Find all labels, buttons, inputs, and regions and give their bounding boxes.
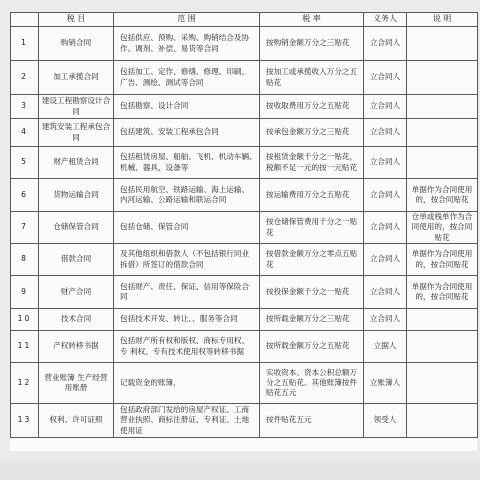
- note-cell: [407, 363, 478, 404]
- scope-cell-line: 及其他组织和借款人（不包括银行同业: [120, 249, 250, 259]
- scope-cell-line: 包括财产所有权和版权、商标专用权、: [120, 336, 250, 346]
- table-row: [11, 119, 478, 147]
- rate-cell-line: 按收取费用万分之五贴花: [266, 101, 350, 111]
- rate-cell-line: 分之五贴花。其他账簿按件: [266, 377, 358, 387]
- header-number: [11, 13, 39, 27]
- row-number: 8: [11, 244, 39, 276]
- scope-cell-line: 包括政府部门发给的房屋产权证、工商: [120, 405, 250, 415]
- scope-cell-line: 专 利权、专有技术使用权等转移书据: [120, 346, 244, 356]
- note-cell: [407, 119, 478, 147]
- rate-cell-line: 按加工或承揽收入万分之五: [266, 67, 358, 77]
- table-row: [11, 309, 478, 331]
- tax-item-cell: 货物运输合同: [39, 179, 114, 212]
- note-cell: 单据作为合同使用的，按合同贴花: [407, 244, 478, 276]
- row-number: 5: [11, 147, 39, 179]
- table-row: [11, 95, 478, 119]
- scope-cell: [114, 212, 260, 244]
- note-cell: [407, 61, 478, 95]
- rate-cell: [260, 61, 364, 95]
- rate-cell-line: 实收资本、资本公积总额万: [266, 367, 358, 377]
- rate-cell: [260, 404, 364, 438]
- scope-cell-line: 机械、器具、设备等: [120, 162, 189, 172]
- note-cell: [407, 95, 478, 119]
- tax-item-cell: 产权转移书据: [39, 331, 114, 363]
- scope-cell: [114, 27, 260, 61]
- table-header-row: [11, 13, 478, 27]
- note-cell: [407, 331, 478, 363]
- payer-cell: 立合同人: [364, 119, 407, 147]
- row-number: 2: [11, 61, 39, 95]
- rate-cell-line: 按投保金额千分之一贴花: [266, 286, 350, 296]
- scope-cell-line: 包括财产、责任、保证、信用等保险合: [120, 281, 250, 291]
- payer-cell: 立合同人: [364, 179, 407, 212]
- scope-cell-line: 作、调剂、补偿、易货等合同: [120, 43, 219, 53]
- rate-cell-line: 花: [266, 259, 274, 269]
- scope-cell-line: 同: [120, 292, 128, 301]
- rate-cell: [260, 179, 364, 212]
- note-cell: [407, 147, 478, 179]
- payer-cell: 立合同人: [364, 212, 407, 244]
- payer-cell: 立账簿人: [364, 363, 407, 404]
- scope-cell-line: 包括民用航空、铁路运输、海上运输、: [120, 184, 250, 194]
- scope-cell: [114, 179, 260, 212]
- document-page: [10, 12, 477, 451]
- table-row: [11, 331, 478, 363]
- rate-cell: [260, 276, 364, 309]
- row-number: 3: [11, 95, 39, 119]
- tax-item-cell: 建筑安装工程承包合同: [39, 119, 114, 147]
- payer-cell: 立合同人: [364, 27, 407, 61]
- table-row: [11, 212, 478, 244]
- scope-cell-line: 包括租赁房屋、船舶、飞机、机动车辆、: [120, 152, 257, 162]
- rate-cell: [260, 95, 364, 119]
- table-row: [11, 147, 478, 179]
- scope-cell: [114, 61, 260, 95]
- header-payer: 义务人: [364, 13, 407, 27]
- row-number: 10: [11, 309, 39, 331]
- header-rate: 税 率: [260, 13, 364, 27]
- rate-cell-line: 按件贴花五元: [266, 415, 312, 425]
- rate-cell: [260, 27, 364, 61]
- note-cell: [407, 309, 478, 331]
- tax-item-cell: 营业账簿 生产经营用账册: [39, 363, 114, 404]
- row-number: 1: [11, 27, 39, 61]
- payer-cell: 立合同人: [364, 244, 407, 276]
- table-row: [11, 404, 478, 438]
- row-number: 13: [11, 404, 39, 438]
- rate-cell-line: 贴花: [266, 77, 282, 87]
- table-row: [11, 276, 478, 309]
- scope-cell: [114, 331, 260, 363]
- rate-cell-line: 按承包金额万分之三贴花: [266, 127, 350, 137]
- rate-cell: [260, 212, 364, 244]
- scope-cell: [114, 95, 260, 119]
- tax-item-cell: 财产合同: [39, 276, 114, 309]
- table-row: [11, 27, 478, 61]
- rate-cell-line: 税额不足一元的按一元贴花: [266, 162, 358, 172]
- tax-item-cell: 借款合同: [39, 244, 114, 276]
- note-cell: [407, 27, 478, 61]
- scope-cell: [114, 309, 260, 331]
- payer-cell: 立合同人: [364, 309, 407, 331]
- rate-cell-line: 按租赁金额千分之一贴花，: [266, 152, 358, 162]
- table-row: [11, 363, 478, 404]
- row-number: 4: [11, 119, 39, 147]
- scope-cell-line: 使用证: [120, 425, 143, 435]
- payer-cell: 立据人: [364, 331, 407, 363]
- scope-cell: [114, 363, 260, 404]
- note-cell: 单据作为合同使用的，按合同贴花: [407, 179, 478, 212]
- table-row: [11, 61, 478, 95]
- header-note: 说 明: [407, 13, 478, 27]
- rate-cell: [260, 331, 364, 363]
- scope-cell-line: 包括供应、预购、采购、购销结合及协: [120, 33, 250, 43]
- scope-cell-line: 内河运输、公路运输和联运合同: [120, 195, 227, 204]
- note-cell: [407, 404, 478, 438]
- row-number: 7: [11, 212, 39, 244]
- scope-cell-line: 包括勘察、设计合同: [120, 101, 189, 111]
- scope-cell-line: 包括仓储、保管合同: [120, 222, 189, 232]
- scope-cell: [114, 147, 260, 179]
- scope-cell-line: 包括建筑、安装工程承包合同: [120, 127, 219, 137]
- scope-cell: [114, 119, 260, 147]
- scope-cell-line: 包括技术开发、转让、、服务等合同: [120, 314, 238, 324]
- rate-cell-line: 贴花五元: [266, 388, 297, 398]
- row-number: 6: [11, 179, 39, 212]
- header-scope: 范 围: [114, 13, 260, 27]
- rate-cell: [260, 363, 364, 404]
- row-number: 9: [11, 276, 39, 309]
- scope-cell-line: 广告、测绘、测试等合同: [120, 77, 204, 87]
- rate-cell: [260, 119, 364, 147]
- note-cell: 仓单或栈单作为合同使用的，按合同贴花: [407, 212, 478, 244]
- scope-cell-line: 拆借）所签订的借款合同: [120, 259, 204, 269]
- scope-cell-line: 营业执照、商标注册证、专利证、土地: [120, 415, 250, 425]
- rate-cell-line: 按运输费用万分之五贴花: [266, 189, 350, 199]
- header-tax-item: 税 目: [39, 13, 114, 27]
- row-number: 11: [11, 331, 39, 363]
- row-number: 12: [11, 363, 39, 404]
- rate-cell-line: 按仓储保管费用千分之一贴: [266, 217, 358, 227]
- page-bottom-margin: [0, 462, 480, 480]
- rate-cell-line: 按所载金额万分之三贴花: [266, 314, 350, 324]
- scope-cell: [114, 276, 260, 309]
- payer-cell: 领受人: [364, 404, 407, 438]
- table-row: [11, 244, 478, 276]
- rate-cell-line: 按购销金额万分之三贴花: [266, 38, 350, 48]
- rate-cell: [260, 244, 364, 276]
- tax-item-cell: 技术合同: [39, 309, 114, 331]
- tax-item-cell: 加工承揽合同: [39, 61, 114, 95]
- scope-cell-line: 记载资金的账簿，: [120, 377, 181, 387]
- tax-item-cell: 购销合同: [39, 27, 114, 61]
- stamp-tax-table: [10, 12, 478, 438]
- rate-cell: [260, 309, 364, 331]
- tax-item-cell: 建设工程勘察设计合同: [39, 95, 114, 119]
- payer-cell: 立合同人: [364, 61, 407, 95]
- rate-cell-line: 按所载金额万分之五贴花: [266, 341, 350, 351]
- payer-cell: 立合同人: [364, 276, 407, 309]
- rate-cell: [260, 147, 364, 179]
- tax-item-cell: 财产租赁合同: [39, 147, 114, 179]
- payer-cell: 立合同人: [364, 95, 407, 119]
- scope-cell-line: 包括加工、定作、修缮、修理、印刷、: [120, 67, 250, 77]
- scope-cell: [114, 404, 260, 438]
- rate-cell-line: 按借款金额万分之零点五贴: [266, 249, 358, 259]
- payer-cell: 立合同人: [364, 147, 407, 179]
- tax-item-cell: 权利、许可证照: [39, 404, 114, 438]
- scope-cell: [114, 244, 260, 276]
- tax-item-cell: 仓储保管合同: [39, 212, 114, 244]
- note-cell: 单据作为合同使用的，按合同贴花: [407, 276, 478, 309]
- table-row: [11, 179, 478, 212]
- rate-cell-line: 花: [266, 227, 274, 237]
